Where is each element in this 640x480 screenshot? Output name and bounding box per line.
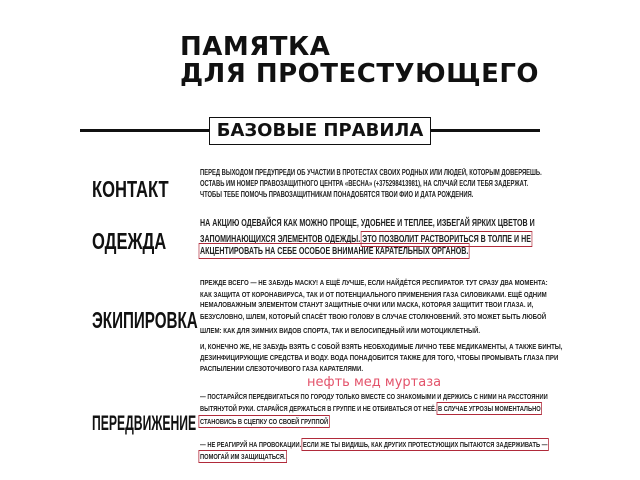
equipment-text-line <box>200 301 533 309</box>
equipment-text-line <box>200 279 548 287</box>
contact-text-line <box>200 180 528 188</box>
text-segment: БЕЗУСЛОВНО, ШЛЕМ, КОТОРЫЙ СПАСЁТ ТВОЮ ГОЛОВУ В СЛУЧАЕ СТОЛКНОВЕНИЙ. ЭТО МОЖЕТ БЫТЬ ЛЮБОЙ <box>200 312 547 322</box>
section-heading <box>209 117 431 145</box>
text-segment: ПРЕЖДЕ ВСЕГО — НЕ ЗАБУДЬ МАСКУ! А ЕЩЁ ЛУЧШЕ, ЕСЛИ НАЙДЁТСЯ РЕСПИРАТОР. ТУТ СРАЗУ ДВА МОМЕНТА: <box>200 278 548 288</box>
clothing-text-line <box>200 218 535 229</box>
movement-text-line <box>200 441 547 449</box>
text-segment: ОСТАВЬ ИМ НОМЕР ПРАВОЗАЩИТНОГО ЦЕНТРА «ВЕСНА» (+375298413981), НА СЛУЧАЙ ЕСЛИ ТЕБЯ ЗАДЕРЖАТ. <box>200 179 529 188</box>
text-segment: — НЕ РЕАГИРУЙ НА ПРОВОКАЦИИ. <box>200 440 303 450</box>
clothing-text-line <box>200 234 531 245</box>
equipment-text-line <box>200 354 558 362</box>
text-segment: КАК ЗАЩИТА ОТ КОРОНАВИРУСА, ТАК И ОТ ПОТЕНЦИАЛЬНОГО ПРИМЕНЕНИЯ ГАЗА СИЛОВИКАМИ. ЕЩЁ ОДНИМ <box>200 290 547 300</box>
title-line-1: ПАМЯТКА <box>180 32 331 62</box>
movement-text-line <box>200 453 286 461</box>
text-segment: ЧТОБЫ ТЕБЕ ПОМОЧЬ ПРАВОЗАЩИТНИКАМ ПОНАДОБЯТСЯ ТВОИ ФИО И ДАТА РОЖДЕНИЯ. <box>200 190 474 199</box>
label-equipment: ЭКИПИРОВКА <box>92 307 198 333</box>
highlighted-text: В СЛУЧАЕ УГРОЗЫ МОМЕНТАЛЬНО <box>438 404 541 414</box>
contact-text-line <box>200 169 542 177</box>
text-segment: ПЕРЕД ВЫХОДОМ ПРЕДУПРЕДИ ОБ УЧАСТИИ В ПРОТЕСТАХ СВОИХ РОДНЫХ ИЛИ ЛЮДЕЙ, КОТОРЫМ ДОВЕРЯЕШЬ. <box>200 168 542 177</box>
movement-text-line <box>200 405 541 413</box>
text-segment: РАСПЫЛЕНИИ СЛЕЗОТОЧИВОГО ГАЗА КАРАТЕЛЯМИ. <box>200 364 364 374</box>
label-clothing: ОДЕЖДА <box>92 228 167 254</box>
text-segment: НА АКЦИЮ ОДЕВАЙСЯ КАК МОЖНО ПРОЩЕ, УДОБНЕЕ И ТЕПЛЕЕ, ИЗБЕГАЙ ЯРКИХ ЦВЕТОВ И <box>200 216 535 229</box>
text-segment: ВЫТЯНУТОЙ РУКИ. СТАРАЙСЯ ДЕРЖАТЬСЯ В ГРУППЕ И НЕ ОТБИВАТЬСЯ ОТ НЕЁ. <box>200 404 439 414</box>
highlighted-text: АКЦЕНТИРОВАТЬ НА СЕБЕ ОСОБОЕ ВНИМАНИЕ КАРАТЕЛЬНЫХ ОРГАНОВ. <box>200 244 469 257</box>
text-segment: — ПОСТАРАЙСЯ ПЕРЕДВИГАТЬСЯ ПО ГОРОДУ ТОЛЬКО ВМЕСТЕ СО ЗНАКОМЫМИ И ДЕРЖИСЬ С НИМИ НА РАССТОЯНИИ <box>200 392 548 402</box>
text-segment: ЗАПОМИНАЮЩИХСЯ ЭЛЕМЕНТОВ ОДЕЖДЫ. <box>200 232 363 245</box>
section-heading-text: БАЗОВЫЕ ПРАВИЛА <box>216 120 424 141</box>
title-line-2: ДЛЯ ПРОТЕСТУЮЩЕГО <box>180 59 540 89</box>
highlighted-text: ЕСЛИ ЖЕ ТЫ ВИДИШЬ, КАК ДРУГИХ ПРОТЕСТУЮЩИХ ПЫТАЮТСЯ ЗАДЕРЖИВАТЬ — <box>302 440 548 450</box>
highlighted-text: ПОМОГАЙ ИМ ЗАЩИЩАТЬСЯ. <box>200 452 286 462</box>
highlighted-text: СТАНОВИСЬ В СЦЕПКУ СО СВОЕЙ ГРУППОЙ <box>200 417 329 427</box>
equipment-text-line <box>200 313 546 321</box>
text-segment: ДЕЗИНФИЦИРУЮЩИЕ СРЕДСТВА И ВОДУ. ВОДА ПОНАДОБИТСЯ ТАКЖЕ ДЛЯ ТОГО, ЧТОБЫ ПРОМЫВАТЬ ГЛАЗА ПРИ <box>200 353 559 363</box>
label-movement: ПЕРЕДВИЖЕНИЕ <box>92 412 197 435</box>
text-segment: ШЛЕМ: КАК ДЛЯ ЗИМНИХ ВИДОВ СПОРТА, ТАК И ВЕЛОСИПЕДНЫЙ ИЛИ МОТОЦИКЛЕТНЫЙ. <box>200 326 481 336</box>
text-segment: НЕМАЛОВАЖНЫМ ЭЛЕМЕНТОМ СТАНУТ ЗАЩИТНЫЕ ОЧКИ ИЛИ МАСКА, КОТОРАЯ ЗАЩИТИТ ТВОИ ГЛАЗА. И, <box>200 300 534 310</box>
contact-text-line <box>200 191 473 199</box>
divider-right <box>430 129 540 132</box>
equipment-text-line <box>200 327 480 335</box>
watermark: нефть мед муртаза <box>307 375 442 390</box>
divider-left <box>80 129 210 132</box>
equipment-text-line <box>200 365 363 373</box>
equipment-text-line <box>200 343 562 351</box>
label-contact: КОНТАКТ <box>92 176 169 202</box>
equipment-text-line <box>200 291 547 299</box>
movement-text-line <box>200 418 328 426</box>
clothing-text-line <box>200 246 468 257</box>
text-segment: И, КОНЕЧНО ЖЕ, НЕ ЗАБУДЬ ВЗЯТЬ С СОБОЙ ВЗЯТЬ НЕОБХОДИМЫЕ ЛИЧНО ТЕБЕ МЕДИКАМЕНТЫ, А ТАКЖЕ БИНТЫ, <box>200 342 563 352</box>
movement-text-line <box>200 393 548 401</box>
highlighted-text: ЭТО ПОЗВОЛИТ РАСТВОРИТЬСЯ В ТОЛПЕ И НЕ <box>362 232 531 245</box>
